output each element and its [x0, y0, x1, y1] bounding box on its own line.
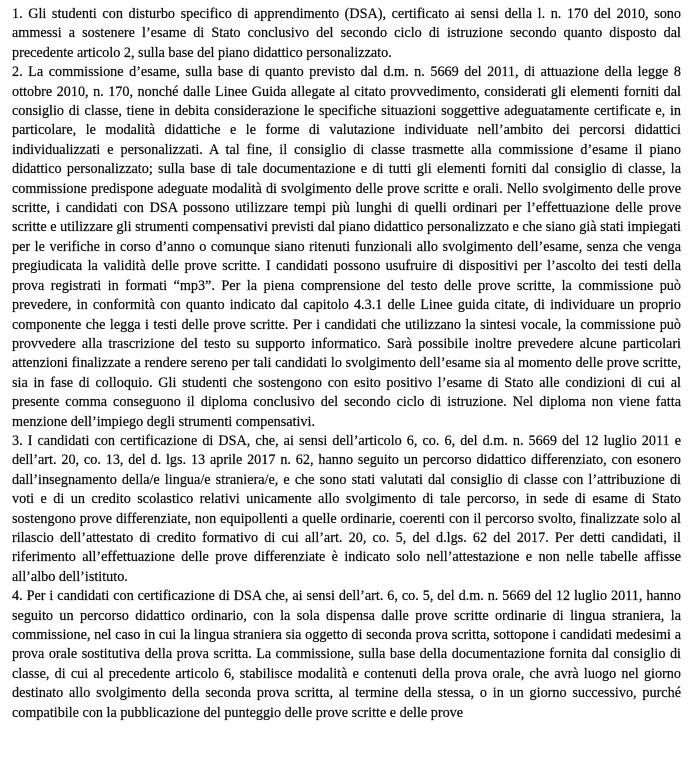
- paragraph-4: 4. Per i candidati con certificazione di DSA che, ai sensi dell’art. 6, co. 5, del d.m. n. 5669 del 12 luglio 2011, hanno seguito un percorso didattico ordinario, con la sola dispensa dalle prove scritte ordinarie di lingua straniera, la commissione, nel caso in cui la lingua straniera sia oggetto di seconda prova scritta, sottopone i candidati medesimi a prova orale sostitutiva della prova scritta. La commissione, sulla base della documentazione fornita dal consiglio di classe, di cui al precedente articolo 6, stabilisce modalità e contenuti della prova orale, che avrà luogo nel giorno destinato allo svolgimento della seconda prova scritta, al termine della stessa, o in un giorno successivo, purché compatibile con la pubblicazione del punteggio delle prove scritte e delle prove: [12, 588, 681, 721]
- document-body: [12, 5, 681, 723]
- paragraph-1: 1. Gli studenti con disturbo specifico di apprendimento (DSA), certificato ai sensi della l. n. 170 del 2010, sono ammessi a sostenere l’esame di Stato conclusivo del secondo ciclo di istruzione secondo quanto disposto dal precedente articolo 2, sulla base del piano didattico personalizzato.: [12, 6, 681, 61]
- paragraph-2: 2. La commissione d’esame, sulla base di quanto previsto dal d.m. n. 5669 del 2011, di attuazione della legge 8 ottobre 2010, n. 170, nonché dalle Linee Guida allegate al citato provvedimento, considerati gli elementi forniti dal consiglio di classe, tiene in debita considerazione le specifiche situazioni soggettive adeguatamente certificate e, in particolare, le modalità didattiche e le forme di valutazione individuate nell’ambito dei percorsi didattici individualizzati e personalizzati. A tal fine, il consiglio di classe trasmette alla commissione d’esame il piano didattico personalizzato; sulla base di tale documentazione e di tutti gli elementi forniti dal consiglio di classe, la commissione predispone adeguate modalità di svolgimento delle prove scritte e orali. Nello svolgimento delle prove scritte, i candidati con DSA possono utilizzare tempi più lunghi di quelli ordinari per l’effettuazione delle prove scritte e utilizzare gli strumenti compensativi previsti dal piano didattico personalizzato e che siano già stati impiegati per le verifiche in corso d’anno o comunque siano ritenuti funzionali allo svolgimento dell’esame, senza che venga pregiudicata la validità delle prove scritte. I candidati possono usufruire di dispositivi per l’ascolto dei testi della prova registrati in formati “mp3”. Per la piena comprensione del testo delle prove scritte, la commissione può prevedere, in conformità con quanto indicato dal capitolo 4.3.1 delle Linee guida citate, di individuare un proprio componente che legga i testi delle prove scritte. Per i candidati che utilizzano la sintesi vocale, la commissione può provvedere alla trascrizione del testo su supporto informatico. Sarà possibile inoltre prevedere alcune particolari attenzioni finalizzate a rendere sereno per tali candidati lo svolgimento dell’esame sia al momento delle prove scritte, sia in fase di colloquio. Gli studenti che sostengono con esito positivo l’esame di Stato alle condizioni di cui al presente comma conseguono il diploma conclusivo del secondo ciclo di istruzione. Nel diploma non viene fatta menzione dell’impiego degli strumenti compensativi.: [12, 64, 681, 430]
- paragraph-3: 3. I candidati con certificazione di DSA, che, ai sensi dell’articolo 6, co. 6, del d.m. n. 5669 del 12 luglio 2011 e dell’art. 20, co. 13, del d. lgs. 13 aprile 2017 n. 62, hanno seguito un percorso didattico differenziato, con esonero dall’insegnamento della/e lingua/e straniera/e, e che sono stati valutati dal consiglio di classe con l’attribuzione di voti e di un credito scolastico relativi unicamente allo svolgimento di tale percorso, in sede di esame di Stato sostengono prove differenziate, non equipollenti a quelle ordinarie, coerenti con il percorso svolto, finalizzate solo al rilascio dell’attestato di credito formativo di cui all’art. 20, co. 5, del d.lgs. 62 del 2017. Per detti candidati, il riferimento all’effettuazione delle prove differenziate è indicato solo nell’attestazione e non nelle tabelle affisse all’albo dell’istituto.: [12, 432, 681, 585]
